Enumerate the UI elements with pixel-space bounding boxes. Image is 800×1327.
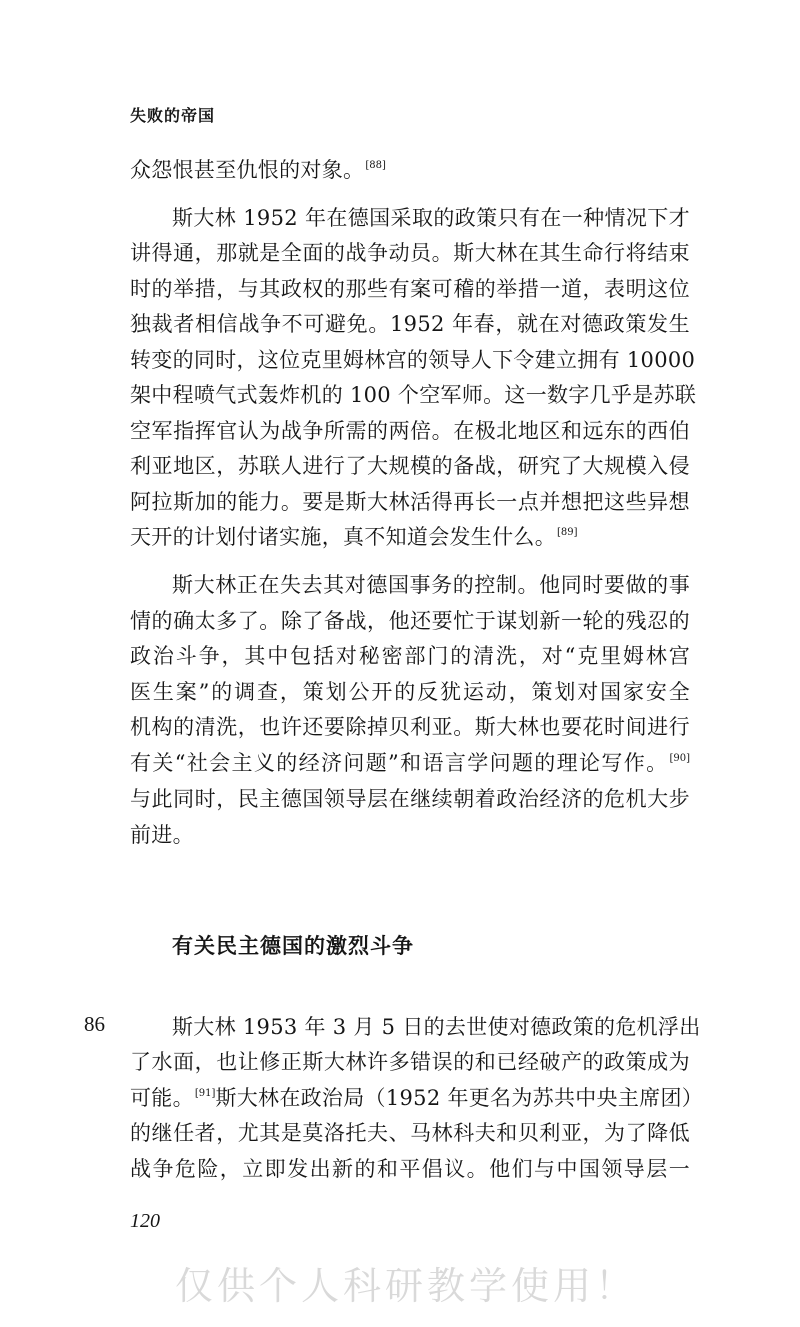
text-line: 斯大林正在失去其对德国事务的控制。他同时要做的事	[172, 573, 690, 597]
section-heading: 有关民主德国的激烈斗争	[172, 934, 414, 958]
line-text: 斯大林在政治局（1952 年更名为苏共中央主席团）	[215, 1086, 704, 1110]
text-line: 利亚地区，苏联人进行了大规模的备战，研究了大规模入侵	[130, 454, 690, 478]
text-line: 前进。	[130, 823, 194, 847]
text-line: 情的确太多了。除了备战，他还要忙于谋划新一轮的残忍的	[130, 609, 690, 633]
footnote-ref: [88]	[365, 160, 386, 171]
text-line	[130, 748, 690, 778]
text-line: 转变的同时，这位克里姆林宫的领导人下令建立拥有 10000	[130, 348, 696, 372]
page-number: 120	[130, 1210, 160, 1232]
text-line: 战争危险，立即发出新的和平倡议。他们与中国领导层一	[130, 1157, 690, 1181]
line-text: 有关“社会主义的经济问题”和语言学问题的理论写作。	[130, 751, 669, 775]
text-line: 斯大林 1953 年 3 月 5 日的去世使对德政策的危机浮出	[172, 1015, 701, 1039]
margin-page-number: 86	[84, 1012, 105, 1036]
text-line	[130, 1083, 704, 1113]
text-line: 时的举措，与其政权的那些有案可稽的举措一道，表明这位	[130, 277, 690, 301]
text-line: 架中程喷气式轰炸机的 100 个空军师。这一数字几乎是苏联	[130, 383, 697, 407]
text-line: 独裁者相信战争不可避免。1952 年春，就在对德政策发生	[130, 312, 690, 336]
line-text: 天开的计划付诸实施，真不知道会发生什么。	[130, 525, 556, 549]
text-line	[130, 155, 386, 185]
text-line: 医生案”的调查，策划公开的反犹运动，策划对国家安全	[130, 680, 690, 704]
footnote-ref: [90]	[669, 753, 690, 764]
watermark: 仅供个人科研教学使用！	[175, 1264, 638, 1308]
footnote-ref: [91]	[194, 1088, 216, 1099]
text-line: 讲得通，那就是全面的战争动员。斯大林在其生命行将结束	[130, 241, 690, 265]
line-text: 可能。	[130, 1086, 194, 1110]
text-line	[130, 522, 578, 552]
text-line: 阿拉斯加的能力。要是斯大林活得再长一点并想把这些异想	[130, 490, 690, 514]
text-line: 与此同时，民主德国领导层在继续朝着政治经济的危机大步	[130, 787, 690, 811]
text-line: 斯大林 1952 年在德国采取的政策只有在一种情况下才	[172, 206, 690, 230]
text-line: 的继任者，尤其是莫洛托夫、马林科夫和贝利亚，为了降低	[130, 1121, 690, 1145]
text-line: 空军指挥官认为战争所需的两倍。在极北地区和远东的西伯	[130, 419, 690, 443]
running-title: 失败的帝国	[130, 106, 216, 125]
text-line: 了水面，也让修正斯大林许多错误的和已经破产的政策成为	[130, 1050, 690, 1074]
text-line: 政治斗争，其中包括对秘密部门的清洗，对“克里姆林宫	[130, 644, 690, 668]
text-line: 机构的清洗，也许还要除掉贝利亚。斯大林也要花时间进行	[130, 715, 690, 739]
footnote-ref: [89]	[557, 527, 578, 538]
line-text: 众怨恨甚至仇恨的对象。	[130, 158, 365, 182]
